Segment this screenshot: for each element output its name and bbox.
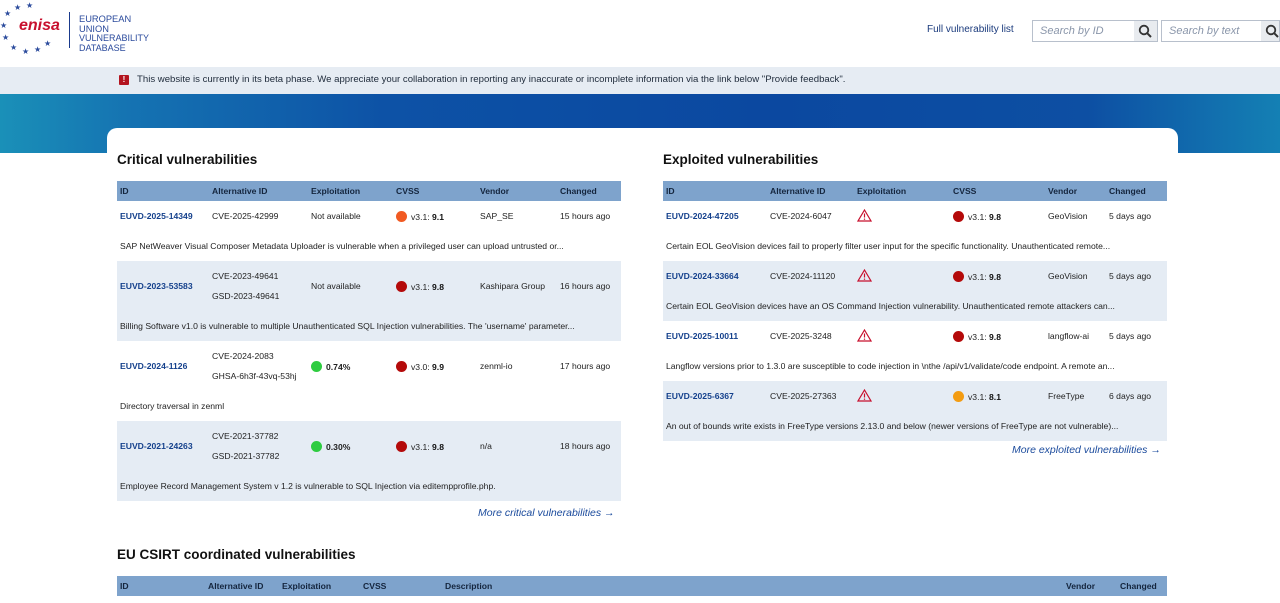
description-row <box>663 231 1167 261</box>
vulnerability-id-link[interactable]: EUVD-2023-53583 <box>120 281 193 291</box>
cvss-score: 9.9 <box>432 361 444 372</box>
cvss-cell <box>393 341 477 391</box>
svg-text:★: ★ <box>2 33 10 42</box>
col-changed[interactable]: Changed <box>1106 181 1167 201</box>
search-by-text-input[interactable] <box>1162 21 1261 41</box>
vulnerability-id-link[interactable]: EUVD-2024-47205 <box>666 211 739 221</box>
exploited-table <box>663 181 1167 441</box>
critical-section-title: Critical vulnerabilities <box>117 152 258 167</box>
search-icon <box>1138 24 1152 38</box>
beta-banner <box>0 67 1280 94</box>
severity-dot <box>396 441 407 452</box>
epss-dot <box>311 441 322 452</box>
cvss-score: 9.8 <box>989 271 1001 282</box>
svg-text:★: ★ <box>26 1 34 10</box>
table-row[interactable] <box>117 421 621 471</box>
warning-triangle-icon <box>857 389 872 402</box>
cvss-cell <box>393 421 477 471</box>
alternative-id: CVE-2025-42999 <box>212 211 279 221</box>
exploitation-cell <box>308 341 393 391</box>
logo-line-2: VULNERABILITY <box>79 33 150 43</box>
col-changed[interactable]: Changed <box>1117 576 1167 596</box>
description: Certain EOL GeoVision devices fail to properly filter user input for the specific functionality. Unauthenticated remote... <box>666 241 1111 251</box>
vulnerability-id-link[interactable]: EUVD-2024-33664 <box>666 271 739 281</box>
svg-text:★: ★ <box>4 9 12 18</box>
more-critical-link[interactable]: More critical vulnerabilities → <box>478 507 615 519</box>
alternative-id: GHSA-6h3f-43vq-53hj <box>212 371 297 381</box>
col-id[interactable]: ID <box>117 181 209 201</box>
critical-table <box>117 181 621 501</box>
changed: 18 hours ago <box>557 421 621 471</box>
col-exploitation[interactable]: Exploitation <box>854 181 950 201</box>
table-row[interactable] <box>663 201 1167 231</box>
vendor: FreeType <box>1045 381 1106 411</box>
warning-triangle-icon <box>857 329 872 342</box>
severity-dot <box>953 211 964 222</box>
cvss-version: v3.1: <box>968 331 987 342</box>
alternative-id: CVE-2025-3248 <box>770 331 832 341</box>
enisa-logo[interactable] <box>0 0 160 60</box>
alternative-ids <box>209 341 308 391</box>
vendor: n/a <box>477 421 557 471</box>
changed: 5 days ago <box>1106 261 1167 291</box>
cvss-cell <box>950 321 1045 351</box>
alternative-id: GSD-2021-37782 <box>212 451 280 461</box>
logo-caption <box>79 15 160 53</box>
severity-dot <box>396 211 407 222</box>
cvss-cell <box>950 261 1045 291</box>
cvss-cell <box>950 381 1045 411</box>
description: Directory traversal in zenml <box>120 401 225 411</box>
changed: 17 hours ago <box>560 361 611 371</box>
search-icon <box>1265 24 1279 38</box>
alternative-ids <box>209 261 308 311</box>
alternative-id: CVE-2024-2083 <box>212 351 274 361</box>
table-row[interactable] <box>663 381 1167 411</box>
col-cvss[interactable]: CVSS <box>360 576 442 596</box>
cvss-score: 9.8 <box>432 441 444 452</box>
search-by-id-field[interactable] <box>1032 20 1135 42</box>
changed: 6 days ago <box>1106 381 1167 411</box>
exploitation-cell <box>854 381 950 411</box>
alternative-id: CVE-2021-37782 <box>212 431 279 441</box>
col-vendor[interactable]: Vendor <box>1045 181 1106 201</box>
exploitation-cell <box>854 321 950 351</box>
cvss-score: 9.8 <box>989 331 1001 342</box>
col-alternative-id[interactable]: Alternative ID <box>209 181 308 201</box>
exploited-section-title: Exploited vulnerabilities <box>663 152 819 167</box>
svg-text:★: ★ <box>14 3 22 12</box>
col-vendor[interactable]: Vendor <box>477 181 557 201</box>
cvss-score: 9.8 <box>989 211 1001 222</box>
vulnerability-id-link[interactable]: EUVD-2024-1126 <box>120 361 188 371</box>
severity-dot <box>953 271 964 282</box>
cvss-cell <box>393 201 477 231</box>
vulnerability-id-link[interactable]: EUVD-2025-10011 <box>666 331 739 341</box>
search-by-text-field[interactable] <box>1161 20 1262 42</box>
search-by-id-button[interactable] <box>1134 20 1158 42</box>
vendor: zenml-io <box>480 361 513 371</box>
alternative-ids <box>209 421 308 471</box>
beta-banner-text: This website is currently in its beta phase. We appreciate your collaboration in reporting any inaccurate or incomplete information via the link below "Provide feedback". <box>137 74 846 85</box>
warning-triangle-icon <box>857 269 872 282</box>
exploitation-cell <box>854 261 950 291</box>
search-by-text-button[interactable] <box>1261 20 1280 42</box>
description-row <box>663 411 1167 441</box>
cvss-version: v3.1: <box>411 211 430 222</box>
alternative-id: CVE-2023-49641 <box>212 271 279 281</box>
site-header <box>0 0 1280 67</box>
description-row <box>117 311 621 341</box>
description: An out of bounds write exists in FreeType versions 2.13.0 and below (newer versions of FreeType are not vulnerable)... <box>663 411 1167 441</box>
svg-text:★: ★ <box>0 21 8 30</box>
col-exploitation[interactable]: Exploitation <box>279 576 360 596</box>
exploitation-value: 0.30% <box>326 441 351 452</box>
severity-dot <box>396 281 407 292</box>
description: Certain EOL GeoVision devices have an OS Command Injection vulnerability. Unauthenticated remote attackers can... <box>663 291 1167 321</box>
search-by-id-input[interactable] <box>1033 21 1134 41</box>
col-alternative-id[interactable]: Alternative ID <box>205 576 279 596</box>
table-row[interactable] <box>663 321 1167 351</box>
svg-text:★: ★ <box>44 39 52 48</box>
critical-table-header <box>117 181 621 201</box>
more-exploited-link[interactable]: More exploited vulnerabilities → <box>1012 444 1161 456</box>
col-id[interactable]: ID <box>117 576 205 596</box>
changed: 5 days ago <box>1109 211 1152 221</box>
logo-line-1: EUROPEAN UNION <box>79 14 132 34</box>
exploitation-value: Not available <box>311 211 361 221</box>
svg-text:★: ★ <box>22 47 30 56</box>
cvss-cell <box>393 261 477 311</box>
csirt-table-header <box>117 576 1167 596</box>
col-description[interactable]: Description <box>442 576 1063 596</box>
vendor: Kashipara Group <box>477 261 557 311</box>
vendor: GeoVision <box>1045 261 1106 291</box>
csirt-table <box>117 576 1167 596</box>
cvss-version: v3.1: <box>968 391 987 402</box>
logo-line-3: DATABASE <box>79 42 126 53</box>
epss-dot <box>311 361 322 372</box>
exploitation-value: Not available <box>308 261 393 311</box>
exploitation-cell <box>854 201 950 231</box>
description-row <box>663 351 1167 381</box>
col-changed[interactable]: Changed <box>557 181 621 201</box>
cvss-version: v3.1: <box>968 271 987 282</box>
table-row[interactable] <box>663 261 1167 291</box>
description-row <box>117 231 621 261</box>
col-vendor[interactable]: Vendor <box>1063 576 1117 596</box>
col-cvss[interactable]: CVSS <box>393 181 477 201</box>
full-vulnerability-list-link[interactable]: Full vulnerability list <box>927 24 1014 35</box>
csirt-section-title: EU CSIRT coordinated vulnerabilities <box>117 547 356 562</box>
description-row <box>117 391 621 421</box>
changed: 16 hours ago <box>557 261 621 311</box>
exploitation-cell <box>308 421 393 471</box>
cvss-cell <box>950 201 1045 231</box>
description-row <box>663 291 1167 321</box>
cvss-version: v3.1: <box>968 211 987 222</box>
logo-wordmark: enisa <box>19 17 60 34</box>
vendor: GeoVision <box>1048 211 1088 221</box>
vendor: SAP_SE <box>480 211 514 221</box>
table-row[interactable] <box>117 201 621 231</box>
exploited-table-header <box>663 181 1167 201</box>
exclamation-square-icon: ! <box>119 75 129 85</box>
vulnerability-id-link[interactable]: EUVD-2025-6367 <box>666 391 734 401</box>
vulnerability-id-link[interactable]: EUVD-2021-24263 <box>120 441 193 451</box>
description: Employee Record Management System v 1.2 is vulnerable to SQL Injection via editempprofile.php. <box>117 471 621 501</box>
description: Billing Software v1.0 is vulnerable to multiple Unauthenticated SQL Injection vulnerabilities. The 'username' parameter... <box>117 311 621 341</box>
description-row <box>117 471 621 501</box>
description: Langflow versions prior to 1.3.0 are susceptible to code injection in \nthe /api/v1/validate/code endpoint. A remote an... <box>666 361 1115 371</box>
exploitation-value: 0.74% <box>326 361 351 372</box>
alternative-id: CVE-2025-27363 <box>767 381 854 411</box>
alternative-id: CVE-2024-11120 <box>767 261 854 291</box>
severity-dot <box>953 391 964 402</box>
alternative-id: CVE-2024-6047 <box>770 211 832 221</box>
severity-dot <box>396 361 407 372</box>
alternative-id: GSD-2023-49641 <box>212 291 280 301</box>
table-row[interactable] <box>117 261 621 311</box>
description: SAP NetWeaver Visual Composer Metadata Uploader is vulnerable when a privileged user can upload untrusted or... <box>120 241 564 251</box>
col-id[interactable]: ID <box>663 181 767 201</box>
warning-triangle-icon <box>857 209 872 222</box>
vendor: langflow-ai <box>1048 331 1090 341</box>
vulnerability-id-link[interactable]: EUVD-2025-14349 <box>120 211 193 221</box>
cvss-score: 8.1 <box>989 391 1001 402</box>
cvss-score: 9.8 <box>432 281 444 292</box>
logo-separator <box>69 12 70 48</box>
cvss-version: v3.1: <box>411 281 430 292</box>
col-alternative-id[interactable]: Alternative ID <box>767 181 854 201</box>
svg-text:★: ★ <box>10 43 18 52</box>
svg-text:★: ★ <box>34 45 42 54</box>
col-cvss[interactable]: CVSS <box>950 181 1045 201</box>
changed: 15 hours ago <box>560 211 611 221</box>
cvss-version: v3.1: <box>411 441 430 452</box>
cvss-version: v3.0: <box>411 361 430 372</box>
table-row[interactable] <box>117 341 621 391</box>
col-exploitation[interactable]: Exploitation <box>308 181 393 201</box>
changed: 5 days ago <box>1109 331 1152 341</box>
cvss-score: 9.1 <box>432 211 444 222</box>
severity-dot <box>953 331 964 342</box>
